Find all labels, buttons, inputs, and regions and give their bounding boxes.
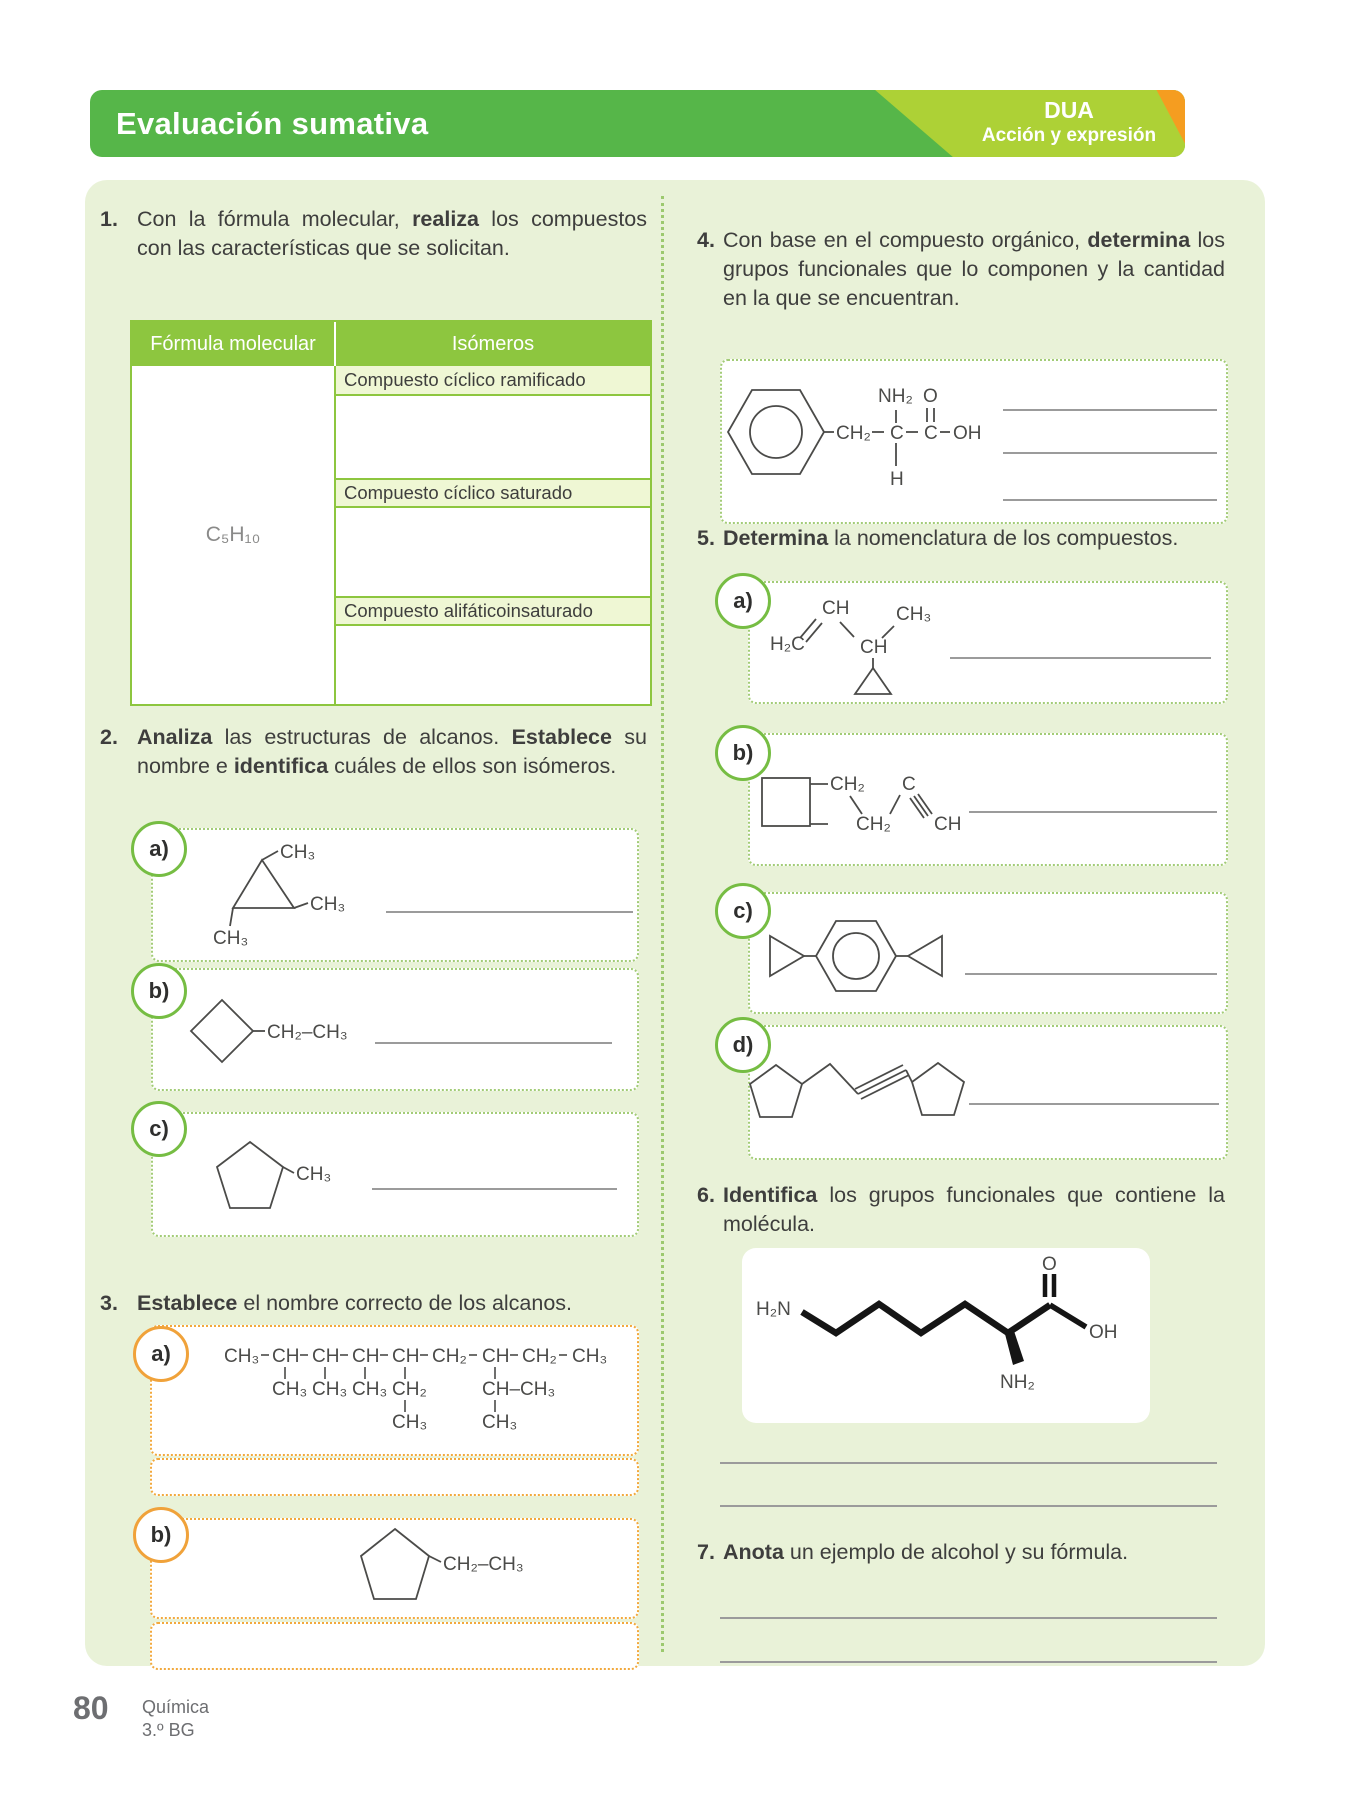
q3a-label: a)	[133, 1326, 189, 1382]
page-title: Evaluación sumativa	[116, 105, 429, 141]
formula-label: CH₂–CH₃	[443, 1554, 524, 1575]
q2-number: 2.	[100, 725, 118, 749]
answer-line[interactable]	[375, 1042, 612, 1044]
q6-text: Identifica los grupos funcionales que contiene la molécula.	[723, 1183, 1225, 1237]
formula-token: CH	[272, 1346, 300, 1367]
q2a-label: a)	[131, 821, 187, 877]
q5c-label: c)	[715, 883, 771, 939]
formula-label: CH₃	[296, 1164, 332, 1185]
structure-trimethylcyclopropane	[185, 838, 395, 953]
answer-line[interactable]	[969, 1103, 1219, 1105]
cyclobutane-ring	[191, 1000, 265, 1062]
answer-line[interactable]	[950, 657, 1211, 659]
structure-dicyclopentyl-alkyne	[748, 1048, 1058, 1153]
structure-lysine	[742, 1248, 1150, 1423]
formula-token: CH₃	[572, 1346, 608, 1367]
formula-label: CH₂	[856, 814, 891, 835]
q7-text: Anota un ejemplo de alcohol y su fórmula.	[723, 1540, 1129, 1564]
page-number: 80	[73, 1690, 109, 1726]
skeleton-bonds	[802, 1274, 1086, 1365]
formula-label: CH₂	[830, 774, 865, 795]
q1-table-header	[132, 322, 650, 366]
formula-label: OH	[953, 423, 982, 444]
formula-token: CH₃	[224, 1346, 260, 1367]
formula-label: CH	[822, 598, 850, 619]
q1-table-body	[132, 366, 650, 704]
answer-line[interactable]	[720, 1661, 1217, 1663]
footer-subject	[142, 1696, 209, 1741]
q2c-label: c)	[131, 1101, 187, 1157]
formula-token: CH₃	[312, 1379, 348, 1400]
formula-token: CH	[392, 1346, 420, 1367]
formula-label: C	[890, 423, 904, 444]
formula-token: CH₂	[392, 1379, 427, 1400]
structure-cyclopropyl-butene	[760, 588, 950, 703]
formula-label: C	[924, 423, 938, 444]
q5d-label: d)	[715, 1017, 771, 1073]
cyclopentane-ring	[361, 1529, 441, 1599]
formula-token: CH₃	[352, 1379, 388, 1400]
benzene-ring	[816, 921, 896, 991]
q1-col-formula: Fórmula molecular	[132, 322, 336, 366]
structure-ethylcyclopentane	[330, 1520, 570, 1610]
formula-label: CH	[860, 637, 888, 658]
structure-cyclobutyl-butyne	[752, 738, 1002, 848]
answer-line[interactable]	[965, 973, 1217, 975]
dua-badge-subtitle: Acción y expresión	[981, 124, 1157, 146]
amine-label: NH₂	[1000, 1372, 1035, 1393]
q1-number: 1.	[100, 207, 118, 231]
structure-phenylalanine	[722, 368, 1022, 518]
q3a-write-box[interactable]	[150, 1458, 639, 1496]
structure-ethylcyclobutane	[172, 980, 392, 1075]
q3b-label: b)	[133, 1507, 189, 1563]
q5b-label: b)	[715, 725, 771, 781]
answer-line[interactable]	[372, 1188, 617, 1190]
hydroxyl-label: OH	[1089, 1322, 1118, 1343]
q1-row-label: Compuesto alifáticoinsaturado	[336, 596, 650, 626]
header-banner	[90, 90, 1185, 157]
q1-draw-area[interactable]	[336, 396, 650, 478]
q5a-label: a)	[715, 573, 771, 629]
answer-line[interactable]	[1003, 499, 1217, 501]
amine-label: H₂N	[756, 1299, 791, 1320]
dua-badge-title: DUA	[1044, 97, 1094, 123]
formula-token: CH	[352, 1346, 380, 1367]
q3b-write-box[interactable]	[150, 1622, 639, 1670]
formula-token: CH₂	[522, 1346, 557, 1367]
formula-token: CH₃	[272, 1379, 308, 1400]
footer-grade: 3.º BG	[142, 1719, 195, 1740]
answer-line[interactable]	[969, 811, 1217, 813]
q1-text: Con la fórmula molecular, realiza los compuestos con las características que se solicitan.	[137, 207, 648, 261]
formula-label: H	[890, 469, 904, 490]
formula-label: CH₃	[310, 894, 346, 915]
formula-token: CH₃	[392, 1412, 428, 1433]
q3-text: Establece el nombre correcto de los alcanos.	[137, 1291, 573, 1315]
q6-number: 6.	[697, 1183, 715, 1207]
formula-label: NH₂	[878, 386, 913, 407]
answer-line[interactable]	[720, 1462, 1217, 1464]
q5-text: Determina la nomenclatura de los compuestos.	[723, 526, 1179, 550]
cyclopentane-ring	[217, 1142, 294, 1208]
answer-line[interactable]	[720, 1617, 1217, 1619]
q4-number: 4.	[697, 228, 715, 252]
cyclopropyl-groups	[770, 936, 942, 976]
formula-token: CH–CH₃	[482, 1379, 556, 1400]
bond-lines	[872, 408, 950, 466]
dua-badge	[938, 97, 1185, 147]
formula-token: CH	[482, 1346, 510, 1367]
q5-number: 5.	[697, 526, 715, 550]
q1-isomer-column	[336, 366, 650, 704]
cyclopentane-rings	[750, 1063, 964, 1117]
formula-token: CH₃	[482, 1412, 518, 1433]
structure-methylcyclopentane	[175, 1118, 405, 1223]
q7-number: 7.	[697, 1540, 715, 1564]
answer-line[interactable]	[1003, 452, 1217, 454]
q1-row-label: Compuesto cíclico ramificado	[336, 366, 650, 396]
q1-table	[130, 320, 652, 706]
benzene-ring	[728, 390, 834, 474]
cyclobutane-ring	[762, 778, 828, 826]
answer-line[interactable]	[1003, 409, 1217, 411]
wedge-bond	[1005, 1331, 1024, 1365]
formula-token: CH	[312, 1346, 340, 1367]
formula-label: CH₃	[280, 842, 316, 863]
q2-text: Analiza las estructuras de alcanos. Establece su nombre e identifica cuáles de ellos son isómeros.	[137, 725, 647, 779]
formula-token: CH₂	[432, 1346, 467, 1367]
structure-dicyclopropyl-benzene	[756, 898, 996, 1008]
q1-draw-area[interactable]	[336, 626, 650, 704]
formula-label: CH₂	[836, 423, 871, 444]
answer-line[interactable]	[720, 1505, 1217, 1507]
alkyne-chain	[802, 1064, 912, 1099]
q4-text: Con base en el compuesto orgánico, determina los grupos funcionales que lo componen y la cantidad en la que se encuentran.	[723, 228, 1225, 311]
q1-draw-area[interactable]	[336, 508, 650, 596]
q3-number: 3.	[100, 1291, 118, 1315]
structure-branched-alkane	[188, 1334, 633, 1442]
formula-label: CH₃	[896, 604, 932, 625]
q2b-label: b)	[131, 963, 187, 1019]
q1-row-label: Compuesto cíclico saturado	[336, 478, 650, 508]
column-divider	[661, 196, 664, 1652]
formula-label: C	[902, 774, 916, 795]
formula-label: CH₃	[213, 928, 249, 949]
formula-label: CH	[934, 814, 962, 835]
formula-label: H₂C	[770, 634, 805, 655]
oxygen-label: O	[1042, 1254, 1057, 1275]
formula-label: O	[923, 386, 938, 407]
q1-col-isomers: Isómeros	[451, 332, 535, 355]
q1-formula-cell: C₅H₁₀	[132, 366, 336, 704]
answer-line[interactable]	[386, 911, 633, 913]
formula-label: CH₂–CH₃	[267, 1022, 348, 1043]
footer-subject-name: Química	[142, 1697, 210, 1717]
